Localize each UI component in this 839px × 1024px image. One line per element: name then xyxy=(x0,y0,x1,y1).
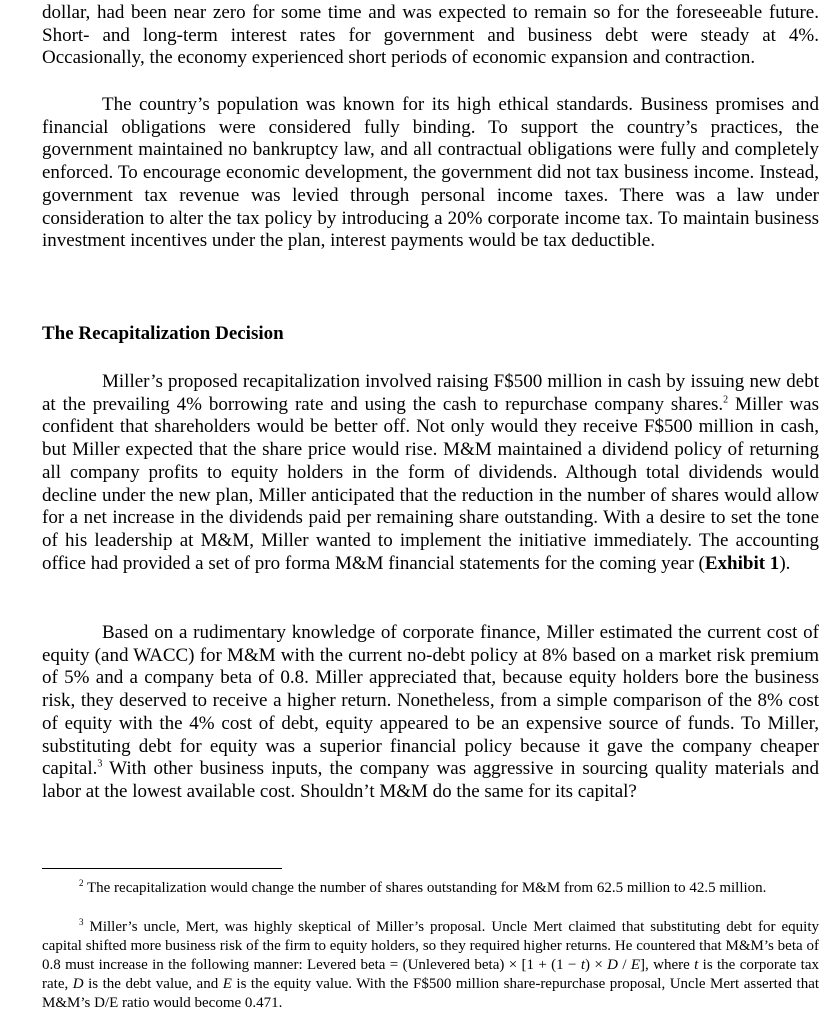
section-heading: The Recapitalization Decision xyxy=(42,323,284,344)
footnote-ref-2: 2 xyxy=(723,394,729,406)
footnote-2 xyxy=(42,879,819,898)
paragraph-economy: dollar, had been near zero for some time and was expected to remain so for the foreseeable future. Short- and long-term interest rates for government and business debt were steady at 4%. Occasionally, the economy experienced short periods of economic expansion and contraction. xyxy=(42,2,819,69)
footnote-text: Miller’s uncle, Mert, was highly skeptical of Miller’s proposal. Uncle Mert claimed that substituting debt for equity capital shifted more business risk of the firm to equity holders, so they required higher returns. He countered that M&M’s beta of 0.8 must increase in the following manner: Levered beta = (Unlevered beta) × [1 + (1 − xyxy=(42,919,819,973)
footnote-number: 3 xyxy=(79,917,84,927)
footnote-text: is the debt value, and xyxy=(83,976,223,992)
footnote-text: is the corporate tax rate, xyxy=(42,957,819,992)
text-run: Miller’s proposed recapitalization involved raising F$500 million in cash by issuing new debt at the prevailing 4% borrowing rate and using the cash to repurchase company shares. xyxy=(42,371,819,415)
equity-symbol: E xyxy=(222,976,232,992)
exhibit-reference: Exhibit 1 xyxy=(704,552,780,574)
footnote-divider xyxy=(42,868,282,869)
footnote-text: is the equity value. With the F$500 million share-repurchase proposal, Uncle Mert asserted that M&M’s D/E ratio would become 0.471. xyxy=(42,976,820,1011)
footnote-ref-3: 3 xyxy=(97,758,103,770)
tax-rate-symbol: t xyxy=(580,957,585,973)
text-run: With other business inputs, the company was aggressive in sourcing quality materials and labor at the lowest available cost. Shouldn’t M&M do the same for its capital? xyxy=(42,758,819,802)
paragraph-cost-of-capital xyxy=(42,622,819,804)
tax-rate-symbol: t xyxy=(694,957,699,973)
paragraph-recapitalization xyxy=(42,371,819,575)
paragraph-ethics-tax: The country’s population was known for its high ethical standards. Business promises and financial obligations were considered fully binding. To support the country’s practices, the government maintained no bankruptcy law, and all contractual obligations were fully and completely enforced. To encourage economic development, the government did not tax business income. Instead, government tax revenue was levied through personal income taxes. There was a law under consideration to alter the tax policy by introducing a 20% corporate income tax. To maintain business investment incentives under the plan, interest payments would be tax deductible. xyxy=(42,94,819,252)
debt-symbol: D xyxy=(72,976,84,992)
equity-symbol: E xyxy=(630,957,641,973)
footnote-number: 2 xyxy=(79,878,84,888)
text-run: Miller was confident that shareholders would be better off. Not only would they receive F$500 million in cash, but Miller expected that the share price would rise. M&M maintained a dividend policy of returning all company profits to equity holders in the form of dividends. Although total dividends would decline under the new plan, Miller anticipated that the reduction in the number of shares would allow for a net increase in the dividends paid per remaining share outstanding. With a desire to set the tone of his leadership at M&M, Miller wanted to implement the initiative immediately. The accounting office had provided a set of pro forma M&M financial statements for the coming year ( xyxy=(42,393,819,574)
footnote-text: ], where xyxy=(640,957,695,973)
footnote-text: ) × xyxy=(585,957,608,973)
footnote-text: / xyxy=(618,957,631,973)
footnote-text: The recapitalization would change the number of shares outstanding for M&M from 62.5 million to 42.5 million. xyxy=(83,880,767,896)
text-run: Based on a rudimentary knowledge of corporate finance, Miller estimated the current cost of equity (and WACC) for M&M with the current no-debt policy at 8% based on a market risk premium of 5% and a company beta of 0.8. Miller appreciated that, because equity holders bore the business risk, they deserved to receive a higher return. Nonetheless, from a simple comparison of the 8% cost of equity with the 4% cost of debt, equity appeared to be an expensive source of funds. To Miller, substituting debt for equity was a superior financial policy because it gave the company cheaper capital. xyxy=(42,622,819,780)
debt-symbol: D xyxy=(607,957,618,973)
text-run: ). xyxy=(779,552,791,574)
footnote-3 xyxy=(42,918,819,1013)
